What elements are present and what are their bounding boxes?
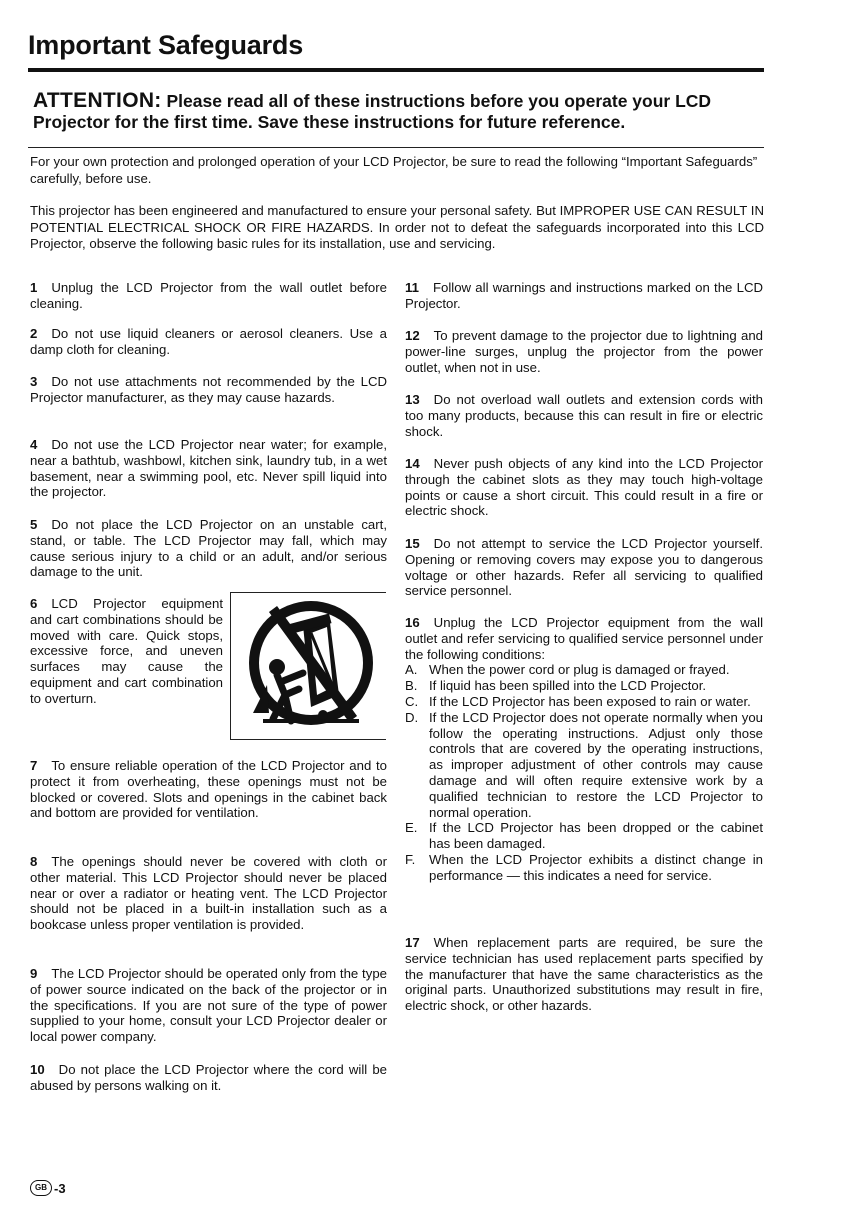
condition-text: If the LCD Projector has been exposed to rain or water. <box>429 693 751 709</box>
attention-label: ATTENTION: <box>33 89 162 112</box>
item-text: Do not place the LCD Projector where the cord will be abused by persons walking on it. <box>30 1062 387 1093</box>
condition-letter: F. <box>405 851 416 867</box>
item-text: Do not use the LCD Projector near water; for example, near a bathtub, washbowl, kitchen sink, laundry tub, in a wet basement, near a swimming pool, etc. Never spill liquid into the projector. <box>30 437 387 500</box>
condition-text: If the LCD Projector does not operate normally when you follow the operating instructions. Adjust only those controls that are covered by the operating instructions, as improper adjustment of other controls may cause damage and will often require extensive work by a qualified technician to restore the LCD Projector to normal operation. <box>429 709 763 820</box>
item-text: The LCD Projector should be operated only from the type of power source indicated on the back of the projector or in the specifications. If you are not sure of the type of power supplied to your home, consult your LCD Projector dealer or local power company. <box>30 966 387 1045</box>
safeguard-item-8 <box>30 854 387 933</box>
attention-text: Please read all of these instructions before you operate your LCD Projector for the first time. Save these instructions for future reference. <box>33 91 712 132</box>
item-number: 9 <box>30 966 38 981</box>
condition-a <box>405 662 763 678</box>
condition-text: If the LCD Projector has been dropped or the cabinet has been damaged. <box>429 820 763 852</box>
page-number: -3 <box>54 1180 66 1196</box>
safeguard-item-17 <box>405 935 763 1014</box>
item-text: To prevent damage to the projector due to lightning and power-line surges, unplug the projector from the power outlet, when not in use. <box>405 328 763 375</box>
condition-letter: C. <box>405 693 419 709</box>
condition-text: When the LCD Projector exhibits a distinct change in performance — this indicates a need for service. <box>429 851 763 883</box>
item-number: 6 <box>30 596 38 611</box>
condition-text: When the power cord or plug is damaged or frayed. <box>429 662 730 678</box>
item-number: 13 <box>405 392 420 407</box>
safeguard-item-6 <box>30 592 387 740</box>
item-text: Unplug the LCD Projector from the wall outlet before cleaning. <box>30 280 387 311</box>
condition-e <box>405 820 763 852</box>
safeguard-item-3 <box>30 374 387 406</box>
item-number: 2 <box>30 326 38 341</box>
page-title: Important Safeguards <box>28 30 304 60</box>
item-text: Unplug the LCD Projector equipment from the wall outlet and refer servicing to qualified service personnel under the following conditions: <box>405 615 763 662</box>
region-badge: GB <box>30 1180 52 1196</box>
item-number: 1 <box>30 280 38 295</box>
item-text: LCD Projector equipment and cart combinations should be moved with care. Quick stops, excessive force, and uneven surfaces may cause the equipment and cart combination to overturn. <box>30 596 223 706</box>
item-number: 15 <box>405 536 420 551</box>
safeguard-item-9 <box>30 966 387 1045</box>
safeguard-item-12 <box>405 328 763 375</box>
safeguard-item-11 <box>405 280 763 312</box>
condition-letter: E. <box>405 820 418 836</box>
safeguard-item-14 <box>405 456 763 519</box>
item-text: Do not attempt to service the LCD Projector yourself. Opening or removing covers may expose you to dangerous voltage or other hazards. Refer all servicing to qualified service personnel. <box>405 536 763 599</box>
condition-b <box>405 678 763 694</box>
condition-letter: B. <box>405 678 418 694</box>
item-number: 11 <box>405 280 419 295</box>
page-footer <box>30 1180 66 1196</box>
attention-notice <box>33 90 768 133</box>
item-text: Do not use attachments not recommended by the LCD Projector manufacturer, as they may cause hazards. <box>30 374 387 405</box>
safeguard-item-16 <box>405 615 763 884</box>
item-text: Do not overload wall outlets and extension cords with too many products, because this can result in fire or electric shock. <box>405 392 763 439</box>
item-number: 7 <box>30 758 38 773</box>
item-6-text-block <box>30 596 223 707</box>
item-text: Do not place the LCD Projector on an unstable cart, stand, or table. The LCD Projector may fall, which may cause serious injury to a child or an adult, and/or serious damage to the unit. <box>30 517 387 580</box>
safeguard-item-7 <box>30 758 387 821</box>
item-number: 12 <box>405 328 420 343</box>
cart-warning-frame <box>230 592 386 740</box>
condition-d <box>405 710 763 821</box>
safeguard-item-4 <box>30 437 387 500</box>
condition-c <box>405 694 763 710</box>
cart-tip-over-warning-icon <box>233 595 383 735</box>
item-text: Do not use liquid cleaners or aerosol cleaners. Use a damp cloth for cleaning. <box>30 326 387 357</box>
condition-letter: D. <box>405 709 419 725</box>
item-number: 8 <box>30 854 38 869</box>
item-text: Follow all warnings and instructions marked on the LCD Projector. <box>405 280 763 311</box>
safeguard-item-13 <box>405 392 763 439</box>
safeguard-item-5 <box>30 517 387 580</box>
condition-text: If liquid has been spilled into the LCD Projector. <box>429 678 707 694</box>
safeguard-item-10 <box>30 1062 387 1094</box>
item-text: Never push objects of any kind into the LCD Projector through the cabinet slots as they may touch high-voltage points or cause a short circuit. This could result in a fire or electric shock. <box>405 456 763 519</box>
title-divider <box>28 68 764 72</box>
item-text: The openings should never be covered with cloth or other material. This LCD Projector should never be placed near or over a radiator or heating vent. The LCD Projector should not be placed in a built-in installation such as a bookcase unless proper ventilation is provided. <box>30 854 387 933</box>
item-number: 10 <box>30 1062 45 1077</box>
condition-letter: A. <box>405 662 418 678</box>
intro-paragraph-2: This projector has been engineered and manufactured to ensure your personal safety. But IMPROPER USE CAN RESULT IN POTENTIAL ELECTRICAL SHOCK OR FIRE HAZARDS. In order not to defeat the safeguards incorporated into this LCD Projector, observe the following basic rules for its installation, use and servicing. <box>30 203 764 252</box>
safeguard-item-1 <box>30 280 387 312</box>
item-number: 16 <box>405 615 420 630</box>
item-number: 5 <box>30 517 38 532</box>
item-number: 4 <box>30 437 38 452</box>
item-text: When replacement parts are required, be sure the service technician has used replacement parts specified by the manufacturer that have the same characteristics as the original parts. Unauthorized substitutions may result in fire, electric shock, or other hazards. <box>405 935 763 1014</box>
safeguard-item-2 <box>30 326 387 358</box>
item-text: To ensure reliable operation of the LCD Projector and to protect it from overheating, these openings must not be blocked or covered. Slots and openings in the cabinet back and bottom are provided for ventilation. <box>30 758 387 821</box>
item-number: 14 <box>405 456 420 471</box>
safeguard-item-15 <box>405 536 763 599</box>
intro-paragraph-1: For your own protection and prolonged operation of your LCD Projector, be sure to read the following “Important Safeguards” carefully, before use. <box>30 154 758 186</box>
item-number: 17 <box>405 935 420 950</box>
condition-f <box>405 852 763 884</box>
item-number: 3 <box>30 374 38 389</box>
attention-divider <box>28 147 764 148</box>
